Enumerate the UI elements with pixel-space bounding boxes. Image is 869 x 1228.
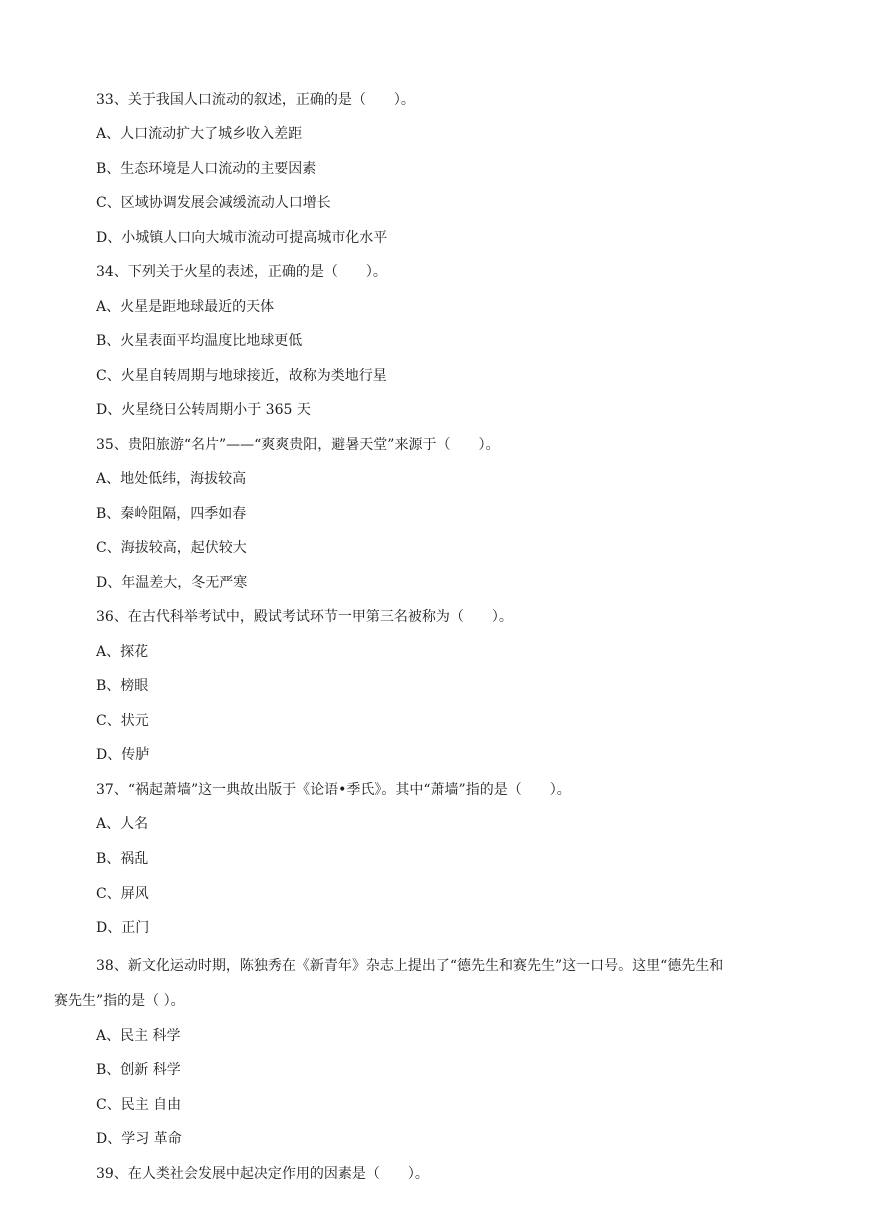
question-38-option-c: C、民主 自由 xyxy=(96,1097,182,1113)
question-34-option-a: A、火星是距地球最近的天体 xyxy=(96,299,275,315)
question-38-option-d: D、学习 革命 xyxy=(96,1131,182,1147)
question-33-stem: 33、关于我国人口流动的叙述，正确的是（ ）。 xyxy=(96,92,415,108)
question-36-option-d: D、传胪 xyxy=(96,747,150,763)
question-33-option-c: C、区域协调发展会减缓流动人口增长 xyxy=(96,195,331,211)
question-37-option-a: A、人名 xyxy=(96,816,149,832)
question-38-stem-line2: 赛先生”指的是（ ）。 xyxy=(54,993,185,1009)
question-36-option-a: A、探花 xyxy=(96,644,149,660)
question-34-option-d: D、火星绕日公转周期小于 365 天 xyxy=(96,402,311,418)
question-38-stem-line1: 38、新文化运动时期，陈独秀在《新青年》杂志上提出了“德先生和赛先生”这一口号。这里“德先生和 xyxy=(96,958,724,974)
question-33-option-d: D、小城镇人口向大城市流动可提高城市化水平 xyxy=(96,230,388,246)
question-35-option-d: D、年温差大，冬无严寒 xyxy=(96,575,248,591)
question-37-stem: 37、“祸起萧墙”这一典故出版于《论语•季氏》。其中“萧墙”指的是（ ）。 xyxy=(96,782,571,798)
question-34-option-b: B、火星表面平均温度比地球更低 xyxy=(96,333,303,349)
question-37-option-d: D、正门 xyxy=(96,920,150,936)
question-39-stem: 39、在人类社会发展中起决定作用的因素是（ ）。 xyxy=(96,1166,429,1182)
question-33-option-a: A、人口流动扩大了城乡收入差距 xyxy=(96,126,303,142)
question-33-option-b: B、生态环境是人口流动的主要因素 xyxy=(96,161,317,177)
question-37-option-c: C、屏风 xyxy=(96,886,149,902)
question-34-stem: 34、下列关于火星的表述，正确的是（ ）。 xyxy=(96,264,387,280)
question-35-option-b: B、秦岭阻隔，四季如春 xyxy=(96,506,247,522)
question-34-option-c: C、火星自转周期与地球接近，故称为类地行星 xyxy=(96,368,387,384)
question-37-option-b: B、祸乱 xyxy=(96,851,149,867)
question-38-option-a: A、民主 科学 xyxy=(96,1028,181,1044)
question-38-option-b: B、创新 科学 xyxy=(96,1062,181,1078)
question-35-option-c: C、海拔较高，起伏较大 xyxy=(96,540,247,556)
question-35-option-a: A、地处低纬，海拔较高 xyxy=(96,471,247,487)
question-35-stem: 35、贵阳旅游“名片”——“爽爽贵阳，避暑天堂”来源于（ ）。 xyxy=(96,437,500,453)
question-36-option-b: B、榜眼 xyxy=(96,678,149,694)
question-36-stem: 36、在古代科举考试中，殿试考试环节一甲第三名被称为（ ）。 xyxy=(96,609,513,625)
question-36-option-c: C、状元 xyxy=(96,713,149,729)
